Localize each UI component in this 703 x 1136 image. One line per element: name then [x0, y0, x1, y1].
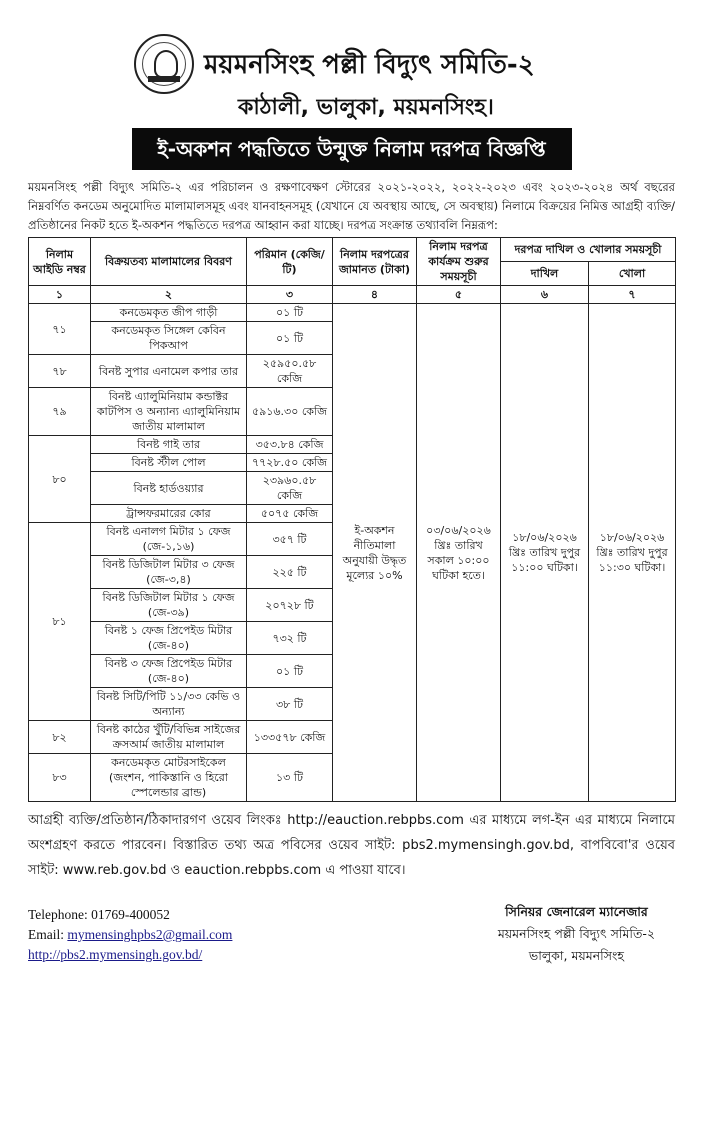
- item-description: কনডেমকৃত সিঙ্গেল কেবিন পিকআপ: [91, 322, 247, 355]
- column-index-row: ১ ২ ৩ ৪ ৫ ৬ ৭: [29, 286, 676, 304]
- header-auction-id: নিলাম আইডি নম্বর: [29, 238, 91, 286]
- item-description: বিনষ্ট ৩ ফেজ প্রিপেইড মিটার (জে-৪০): [91, 655, 247, 688]
- header-quantity: পরিমান (কেজি/টি): [247, 238, 333, 286]
- item-quantity: ৭৩২ টি: [247, 622, 333, 655]
- auction-table: [28, 237, 676, 802]
- organization-title: ময়মনসিংহ পল্লী বিদ্যুৎ সমিতি-২: [204, 50, 535, 80]
- submit-schedule: ১৮/০৬/২০২৬ খ্রিঃ তারিখ দুপুর ১১:০০ ঘটিকা।: [501, 304, 589, 802]
- item-description: বিনষ্ট সিটি/পিটি ১১/৩৩ কেভি ও অন্যান্য: [91, 688, 247, 721]
- start-schedule: ০৩/০৬/২০২৬ খ্রিঃ তারিখ সকাল ১০:০০ ঘটিকা হতে।: [417, 304, 501, 802]
- auction-id: ৮২: [29, 721, 91, 754]
- auction-id: ৭৯: [29, 388, 91, 436]
- item-quantity: ৫৯১৬.৩০ কেজি: [247, 388, 333, 436]
- item-description: বিনষ্ট গাই তার: [91, 436, 247, 454]
- item-description: বিনষ্ট ১ ফেজ প্রিপেইড মিটার (জে-৪০): [91, 622, 247, 655]
- header-description: বিক্রয়তব্য মালামালের বিবরণ: [91, 238, 247, 286]
- auction-id: ৭১: [29, 304, 91, 355]
- table-row: [29, 304, 676, 322]
- auction-id: ৭৮: [29, 355, 91, 388]
- item-description: বিনষ্ট সুপার এনামেল কপার তার: [91, 355, 247, 388]
- item-quantity: ০১ টি: [247, 304, 333, 322]
- intro-paragraph: ময়মনসিংহ পল্লী বিদ্যুৎ সমিতি-২ এর পরিচালন ও রক্ষণাবেক্ষণ স্টোরের ২০২১-২০২২, ২০২২-২০২৩ এবং ২০২৩-২০২৪ অর্থ বছরের নিম্নবর্ণিত কনডেম অনুমোদিত মালামালসমূহ এবং যানবাহনসমূহ (যেখানে যে অবস্থায় আছে, সে অবস্থায়) নিলামে বিক্রয়ের নিমিত্ত আগ্রহী ব্যক্তি/প্রতিষ্ঠানের নিকট হতে ই-অকশন পদ্ধতিতে দরপত্র আহ্বান করা যাচ্ছে। দরপত্র সংক্রান্ত তথ্যাবলি নিম্নরূপ:: [28, 180, 675, 232]
- website-line: [28, 945, 232, 965]
- item-description: বিনষ্ট স্টীল পোল: [91, 454, 247, 472]
- item-quantity: ২২৫ টি: [247, 556, 333, 589]
- pbs-logo: [134, 34, 194, 94]
- email-line: [28, 925, 232, 945]
- header-submit: দাখিল: [501, 262, 589, 286]
- signatory-org: ময়মনসিংহ পল্লী বিদ্যুৎ সমিতি-২: [497, 926, 655, 941]
- item-quantity: ০১ টি: [247, 322, 333, 355]
- contact-block: [28, 893, 675, 985]
- item-quantity: ৫০৭৫ কেজি: [247, 505, 333, 523]
- item-quantity: ১৩৩৫৭৮ কেজি: [247, 721, 333, 754]
- signatory-title: সিনিয়র জেনারেল ম্যানেজার: [505, 904, 648, 919]
- item-description: বিনষ্ট ডিজিটাল মিটার ১ ফেজ (জে-৩৯): [91, 589, 247, 622]
- notice-banner: ই-অকশন পদ্ধতিতে উন্মুক্ত নিলাম দরপত্র বিজ্ঞপ্তি: [132, 128, 572, 170]
- header-start-schedule: নিলাম দরপত্র কার্যক্রম শুরুর সময়সূচী: [417, 238, 501, 286]
- item-quantity: ৩৫৩.৮৪ কেজি: [247, 436, 333, 454]
- item-description: কনডেমকৃত মোটরসাইকেল (জংশন, পাকিস্তানি ও হিরো স্পেলেন্ডার ব্রান্ড): [91, 754, 247, 802]
- auction-id: ৮৩: [29, 754, 91, 802]
- item-quantity: ২৩৯৬০.৫৮ কেজি: [247, 472, 333, 505]
- item-description: বিনষ্ট এনালগ মিটার ১ ফেজ (জে-১,১৬): [91, 523, 247, 556]
- auction-id: ৮০: [29, 436, 91, 523]
- item-quantity: ২০৭২৮ টি: [247, 589, 333, 622]
- auction-id: ৮১: [29, 523, 91, 721]
- security-deposit: ই-অকশন নীতিমালা অনুযায়ী উদ্ধৃত মূল্যের ১০%: [333, 304, 417, 802]
- emblem-icon: [154, 50, 178, 78]
- item-quantity: ১৩ টি: [247, 754, 333, 802]
- telephone: Telephone: 01769-400052: [28, 907, 170, 922]
- signatory-place: ভালুকা, ময়মনসিংহ: [528, 948, 624, 963]
- item-quantity: ৩৮ টি: [247, 688, 333, 721]
- participation-note: আগ্রহী ব্যক্তি/প্রতিষ্ঠান/ঠিকাদারগণ ওয়েব লিংকঃ http://eauction.rebpbs.com এর মাধ্যমে লগ-ইন এর মাধ্যমে নিলামে অংশগ্রহণ করতে পারবেন। বিস্তারিত তথ্য অত্র পবিসের ওয়েব সাইট: pbs2.mymensingh.gov.bd, বাপবিবো'র ওয়েব সাইট: www.reb.gov.bd ও eauction.rebpbs.com এ পাওয়া যাবে।: [28, 813, 675, 878]
- email-link[interactable]: mymensinghpbs2@gmail.com: [67, 927, 233, 942]
- item-quantity: ০১ টি: [247, 655, 333, 688]
- item-description: ট্রান্সফরমারের কোর: [91, 505, 247, 523]
- header-open: খোলা: [589, 262, 676, 286]
- item-quantity: ২৫৯৫০.৫৮ কেজি: [247, 355, 333, 388]
- email-label: Email:: [28, 927, 68, 942]
- open-schedule: ১৮/০৬/২০২৬ খ্রিঃ তারিখ দুপুর ১১:৩০ ঘটিকা।: [589, 304, 676, 802]
- contact-details: [28, 905, 232, 965]
- header-security: নিলাম দরপত্রের জামানত (টাকা): [333, 238, 417, 286]
- signature-block: [498, 901, 655, 967]
- item-description: বিনষ্ট ডিজিটাল মিটার ৩ ফেজ (জে-৩,৪): [91, 556, 247, 589]
- item-quantity: ৩৫৭ টি: [247, 523, 333, 556]
- website-link[interactable]: http://pbs2.mymensingh.gov.bd/: [28, 947, 203, 962]
- item-description: বিনষ্ট এ্যালুমিনিয়াম কন্ডাক্টর কাটপিস ও অন্যান্য এ্যালুমিনিয়াম জাতীয় মালামাল: [91, 388, 247, 436]
- header-submit-open-schedule: দরপত্র দাখিল ও খোলার সময়সূচী: [501, 238, 676, 262]
- item-description: কনডেমকৃত জীপ গাড়ী: [91, 304, 247, 322]
- notice-header: [28, 0, 675, 128]
- item-quantity: ৭৭২৮.৫০ কেজি: [247, 454, 333, 472]
- organization-address: কাঠালী, ভালুকা, ময়মনসিংহ।: [238, 95, 494, 120]
- item-description: বিনষ্ট হার্ডওয়্যার: [91, 472, 247, 505]
- item-description: বিনষ্ট কাঠের খুঁটি/বিভিন্ন সাইজের ক্রসআর্ম জাতীয় মালামাল: [91, 721, 247, 754]
